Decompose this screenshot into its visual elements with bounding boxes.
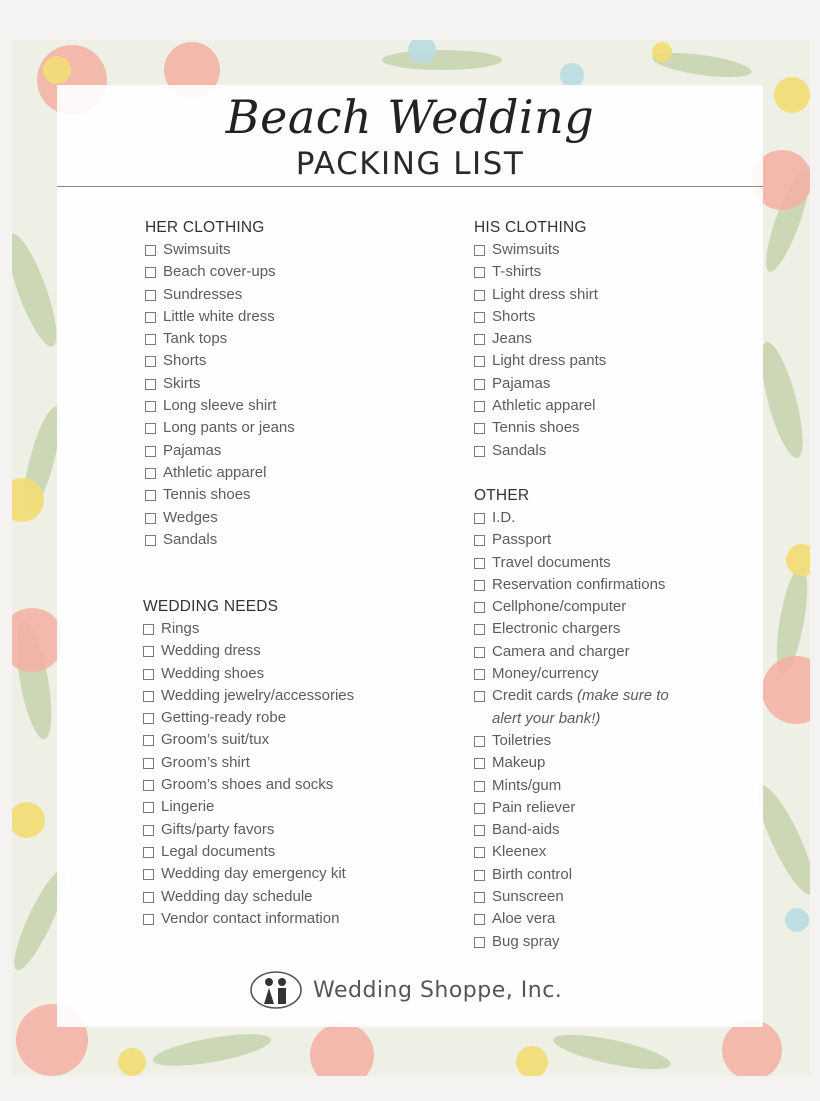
checkbox[interactable] xyxy=(474,334,485,345)
checkbox[interactable] xyxy=(474,691,485,702)
list-item xyxy=(474,908,702,930)
checkbox[interactable] xyxy=(143,646,154,657)
checkbox[interactable] xyxy=(143,624,154,635)
item-label: Band-aids xyxy=(492,821,560,839)
list-item xyxy=(145,239,295,261)
list-item xyxy=(474,507,702,529)
checkbox[interactable] xyxy=(474,401,485,412)
list-item xyxy=(145,350,295,372)
checkbox[interactable] xyxy=(474,892,485,903)
item-label: Legal documents xyxy=(161,842,276,860)
list-item xyxy=(474,596,702,618)
checkbox[interactable] xyxy=(143,847,154,858)
item-label: Long sleeve shirt xyxy=(163,397,277,415)
list-item xyxy=(474,395,606,417)
item-label: Skirts xyxy=(163,374,201,392)
list-item xyxy=(474,284,606,306)
list-item xyxy=(143,774,354,796)
list-item xyxy=(145,507,295,529)
item-label: Tennis shoes xyxy=(492,419,580,437)
list-item xyxy=(143,752,354,774)
checkbox[interactable] xyxy=(145,312,156,323)
item-label: Bug spray xyxy=(492,932,560,950)
item-label: Lingerie xyxy=(161,798,215,816)
list-item xyxy=(474,641,702,663)
title-script: Beach Wedding xyxy=(225,90,595,144)
checkbox[interactable] xyxy=(474,446,485,457)
section-wedding-needs xyxy=(143,596,354,930)
item-label: Reservation confirmations xyxy=(492,575,666,593)
checkbox[interactable] xyxy=(145,267,156,278)
list-item xyxy=(143,908,354,930)
item-label: Wedding jewelry/accessories xyxy=(161,686,355,704)
item-label: Beach cover-ups xyxy=(163,263,276,281)
list-item xyxy=(145,328,295,350)
checkbox[interactable] xyxy=(474,736,485,747)
item-label: Wedding day emergency kit xyxy=(161,865,346,883)
checkbox[interactable] xyxy=(143,825,154,836)
checkbox[interactable] xyxy=(474,356,485,367)
item-label: Tank tops xyxy=(163,330,228,348)
checkbox[interactable] xyxy=(474,513,485,524)
list-item xyxy=(143,819,354,841)
page-title: PACKING LIST xyxy=(295,146,525,182)
item-label: Swimsuits xyxy=(163,241,231,258)
item-label: Cellphone/computer xyxy=(492,598,627,616)
item-label: Athletic apparel xyxy=(492,397,596,415)
list-item xyxy=(474,261,606,283)
checkbox[interactable] xyxy=(145,245,156,256)
list-item xyxy=(143,841,354,863)
checkbox[interactable] xyxy=(474,803,485,814)
list-item xyxy=(145,395,295,417)
title-divider xyxy=(57,186,763,187)
item-label: Sunscreen xyxy=(492,888,564,906)
item-label: Pain reliever xyxy=(492,798,576,816)
checkbox[interactable] xyxy=(474,825,485,836)
list-item xyxy=(474,752,702,774)
item-label: Sandals xyxy=(163,530,218,548)
checkbox[interactable] xyxy=(474,914,485,925)
item-label: Groom’s shoes and socks xyxy=(161,776,334,794)
item-label: Pajamas xyxy=(492,374,551,392)
item-label: Tennis shoes xyxy=(163,486,251,504)
checklist xyxy=(474,239,606,462)
item-label: Birth control xyxy=(492,865,573,883)
list-item xyxy=(474,685,702,730)
checkbox[interactable] xyxy=(145,379,156,390)
list-item xyxy=(474,417,606,439)
list-item xyxy=(145,484,295,506)
section-her-clothing xyxy=(145,217,295,551)
section-heading: OTHER xyxy=(474,487,530,504)
checklist xyxy=(145,239,295,551)
list-item xyxy=(474,775,702,797)
item-label: Jeans xyxy=(492,330,533,348)
checkbox[interactable] xyxy=(145,334,156,345)
checkbox[interactable] xyxy=(474,535,485,546)
checkbox[interactable] xyxy=(474,870,485,881)
item-label: Money/currency xyxy=(492,665,599,683)
item-label: Wedding day schedule xyxy=(161,887,313,905)
list-item xyxy=(143,707,354,729)
checkbox[interactable] xyxy=(474,624,485,635)
checkbox[interactable] xyxy=(143,914,154,925)
checkbox[interactable] xyxy=(474,602,485,613)
checkbox[interactable] xyxy=(143,869,154,880)
item-label: Sandals xyxy=(492,441,547,459)
checkbox[interactable] xyxy=(474,558,485,569)
list-item xyxy=(474,841,702,863)
checkbox[interactable] xyxy=(143,691,154,702)
checkbox[interactable] xyxy=(474,669,485,680)
checkbox[interactable] xyxy=(474,937,485,948)
checkbox[interactable] xyxy=(474,267,485,278)
item-label: Getting-ready robe xyxy=(161,709,287,727)
list-item xyxy=(474,618,702,640)
checkbox[interactable] xyxy=(145,468,156,479)
checkbox[interactable] xyxy=(474,423,485,434)
checkbox[interactable] xyxy=(474,647,485,658)
checkbox[interactable] xyxy=(143,802,154,813)
list-item xyxy=(474,663,702,685)
item-label: I.D. xyxy=(492,509,516,526)
section-other xyxy=(474,485,702,953)
list-item xyxy=(143,796,354,818)
brand-name: Wedding Shoppe, Inc. xyxy=(313,977,563,1003)
checkbox[interactable] xyxy=(145,535,156,546)
checkbox[interactable] xyxy=(145,423,156,434)
checkbox[interactable] xyxy=(143,713,154,724)
list-item xyxy=(145,284,295,306)
list-item xyxy=(474,529,702,551)
checkbox[interactable] xyxy=(474,245,485,256)
list-item xyxy=(474,864,702,886)
list-item xyxy=(474,328,606,350)
section-heading: HER CLOTHING xyxy=(145,219,265,236)
item-label: Pajamas xyxy=(163,441,222,459)
list-item xyxy=(143,663,354,685)
list-item xyxy=(474,350,606,372)
checkbox[interactable] xyxy=(474,781,485,792)
section-heading: WEDDING NEEDS xyxy=(143,598,279,615)
list-item xyxy=(145,306,295,328)
checkbox[interactable] xyxy=(145,446,156,457)
checkbox[interactable] xyxy=(145,290,156,301)
item-label: Camera and charger xyxy=(492,642,630,660)
list-item xyxy=(143,863,354,885)
item-label: Makeup xyxy=(492,754,546,772)
checklist xyxy=(474,685,702,730)
list-item xyxy=(474,440,606,462)
item-label: Toiletries xyxy=(492,731,552,749)
checkbox[interactable] xyxy=(143,758,154,769)
list-item xyxy=(145,462,295,484)
checklist xyxy=(474,730,702,953)
checkbox[interactable] xyxy=(145,490,156,501)
list-item xyxy=(474,886,702,908)
item-label: Sundresses xyxy=(163,285,243,303)
item-label: Shorts xyxy=(492,307,536,325)
couple-logo-icon xyxy=(249,970,303,1010)
checkbox[interactable] xyxy=(474,290,485,301)
checkbox[interactable] xyxy=(143,669,154,680)
item-label: Kleenex xyxy=(492,843,547,861)
section-heading: HIS CLOTHING xyxy=(474,219,587,236)
checklist xyxy=(143,618,354,930)
item-label: Aloe vera xyxy=(492,910,556,928)
list-item xyxy=(143,640,354,662)
item-label: Groom’s shirt xyxy=(161,753,250,771)
item-label: Electronic chargers xyxy=(492,620,621,638)
checkbox[interactable] xyxy=(474,580,485,591)
item-label: Swimsuits xyxy=(492,241,560,258)
item-label: Mints/gum xyxy=(492,776,562,794)
checkbox[interactable] xyxy=(474,758,485,769)
item-note: (make sure to alert your bank!) xyxy=(492,687,669,727)
checkbox[interactable] xyxy=(143,780,154,791)
list-item xyxy=(474,574,702,596)
list-item xyxy=(145,440,295,462)
item-label: Rings xyxy=(161,620,200,637)
list-item xyxy=(474,552,702,574)
item-label: Athletic apparel xyxy=(163,463,267,481)
list-item xyxy=(474,819,702,841)
checkbox[interactable] xyxy=(143,735,154,746)
item-label: Shorts xyxy=(163,352,207,370)
item-label: Long pants or jeans xyxy=(163,419,295,437)
item-label: Gifts/party favors xyxy=(161,820,275,838)
checkbox[interactable] xyxy=(143,892,154,903)
item-label: Little white dress xyxy=(163,307,275,325)
item-label: Light dress shirt xyxy=(492,285,598,303)
list-item xyxy=(474,730,702,752)
checkbox[interactable] xyxy=(145,401,156,412)
list-item xyxy=(474,239,606,261)
list-item xyxy=(474,931,702,953)
list-item xyxy=(145,529,295,551)
item-label: Travel documents xyxy=(492,553,611,571)
checkbox[interactable] xyxy=(474,847,485,858)
brand-logo xyxy=(249,968,589,1012)
checklist xyxy=(474,507,702,685)
checkbox[interactable] xyxy=(474,379,485,390)
item-label: T-shirts xyxy=(492,263,542,281)
item-label: Vendor contact information xyxy=(161,909,340,927)
list-item xyxy=(474,797,702,819)
checkbox[interactable] xyxy=(474,312,485,323)
checkbox[interactable] xyxy=(145,356,156,367)
item-label: Wedding shoes xyxy=(161,664,265,682)
list-item xyxy=(145,373,295,395)
item-label: Passport xyxy=(492,531,552,549)
item-label: Groom’s suit/tux xyxy=(161,731,270,749)
item-label: Wedding dress xyxy=(161,642,261,660)
item-label: Wedges xyxy=(163,508,218,526)
item-label: Light dress pants xyxy=(492,352,607,370)
list-item xyxy=(474,306,606,328)
list-item xyxy=(145,417,295,439)
list-item xyxy=(143,729,354,751)
list-item xyxy=(474,373,606,395)
checkbox[interactable] xyxy=(145,513,156,524)
section-his-clothing xyxy=(474,217,606,462)
item-label: Credit cards xyxy=(492,687,573,705)
list-item xyxy=(143,886,354,908)
list-item xyxy=(145,261,295,283)
list-item xyxy=(143,685,354,707)
list-item xyxy=(143,618,354,640)
